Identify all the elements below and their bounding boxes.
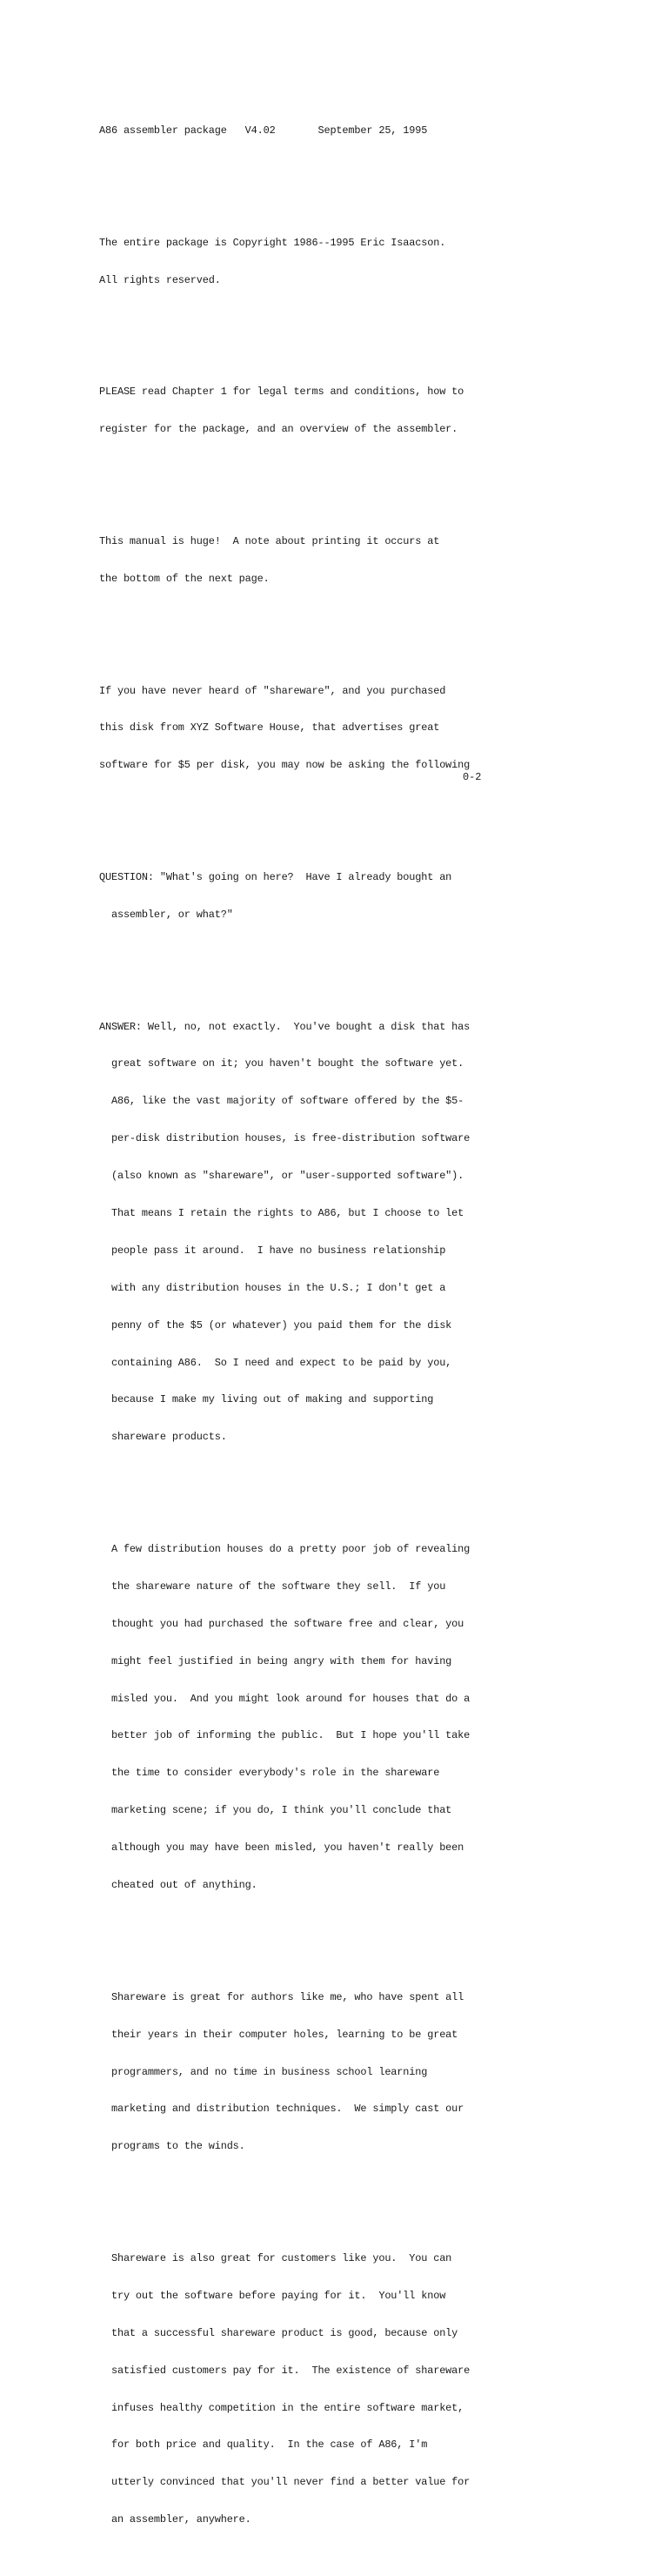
answer-line: That means I retain the rights to A86, but I choose to let	[99, 1207, 464, 1220]
document-body	[99, 75, 499, 2576]
authors-paragraph	[99, 1966, 499, 2177]
answer-line: (also known as "shareware", or "user-supported software").	[99, 1170, 464, 1183]
answer-line: per-disk distribution houses, is free-distribution software	[99, 1132, 471, 1145]
manual-note-paragraph	[99, 510, 499, 609]
authors-line: marketing and distribution techniques. We simply cast our	[99, 2103, 464, 2116]
distribution-houses-line: thought you had purchased the software free and clear, you	[99, 1617, 464, 1630]
please-read-line: register for the package, and an overview of the assembler.	[99, 423, 458, 436]
answer-line: containing A86. So I need and expect to be paid by you,	[99, 1356, 452, 1369]
answer-line: ANSWER: Well, no, not exactly. You've bought a disk that has	[99, 1020, 471, 1033]
answer-line: because I make my living out of making and supporting	[99, 1393, 434, 1406]
header-line: A86 assembler package V4.02 September 25, 1995	[99, 124, 428, 138]
distribution-houses-line: although you may have been misled, you haven't really been	[99, 1841, 464, 1855]
customers-line: Shareware is also great for customers like you. You can	[99, 2251, 452, 2264]
customers-line: infuses healthy competition in the entire software market,	[99, 2401, 464, 2414]
question-paragraph	[99, 846, 499, 945]
distribution-houses-line: might feel justified in being angry with them for having	[99, 1654, 452, 1667]
copyright-line: All rights reserved.	[99, 273, 221, 286]
please-read-paragraph	[99, 361, 499, 460]
answer-paragraph	[99, 996, 499, 1468]
answer-line: great software on it; you haven't bought the software yet.	[99, 1057, 464, 1070]
customers-line: satisfied customers pay for it. The existence of shareware	[99, 2364, 471, 2377]
copyright-line: The entire package is Copyright 1986--1995 Eric Isaacson.	[99, 236, 446, 249]
please-read-line: PLEASE read Chapter 1 for legal terms and conditions, how to	[99, 386, 464, 399]
question-line: assembler, or what?"	[99, 908, 233, 921]
customers-line: try out the software before paying for it. You'll know	[99, 2289, 446, 2302]
shareware-intro-line: If you have never heard of "shareware", and you purchased	[99, 684, 446, 697]
shareware-intro-paragraph	[99, 660, 499, 796]
header-paragraph	[99, 100, 499, 162]
copyright-paragraph	[99, 211, 499, 311]
distribution-houses-line: A few distribution houses do a pretty poor job of revealing	[99, 1543, 471, 1556]
answer-line: A86, like the vast majority of software offered by the $5-	[99, 1095, 464, 1108]
shareware-intro-line: this disk from XYZ Software House, that advertises great	[99, 721, 440, 735]
page-number: 0-2	[463, 771, 482, 783]
answer-line: people pass it around. I have no business relationship	[99, 1244, 446, 1257]
distribution-houses-line: the shareware nature of the software they sell. If you	[99, 1580, 446, 1593]
customers-line: utterly convinced that you'll never find a better value for	[99, 2476, 471, 2489]
distribution-houses-line: marketing scene; if you do, I think you'll conclude that	[99, 1804, 452, 1817]
customers-line: that a successful shareware product is good, because only	[99, 2326, 458, 2339]
distribution-houses-paragraph	[99, 1518, 499, 1916]
customers-paragraph	[99, 2227, 499, 2551]
authors-line: Shareware is great for authors like me, who have spent all	[99, 1990, 464, 2003]
answer-line: with any distribution houses in the U.S.; I don't get a	[99, 1281, 446, 1294]
customers-line: an assembler, anywhere.	[99, 2513, 251, 2526]
customers-line: for both price and quality. In the case of A86, I'm	[99, 2438, 428, 2452]
shareware-intro-line: software for $5 per disk, you may now be asking the following	[99, 759, 471, 772]
authors-line: their years in their computer holes, learning to be great	[99, 2028, 458, 2041]
manual-note-line: the bottom of the next page.	[99, 572, 270, 585]
manual-note-line: This manual is huge! A note about printing it occurs at	[99, 534, 440, 547]
distribution-houses-line: better job of informing the public. But I hope you'll take	[99, 1729, 471, 1742]
distribution-houses-line: misled you. And you might look around for houses that do a	[99, 1692, 471, 1705]
answer-line: penny of the $5 (or whatever) you paid them for the disk	[99, 1318, 452, 1332]
answer-line: shareware products.	[99, 1431, 227, 1444]
question-line: QUESTION: "What's going on here? Have I already bought an	[99, 871, 452, 883]
distribution-houses-line: cheated out of anything.	[99, 1879, 257, 1892]
authors-line: programmers, and no time in business school learning	[99, 2065, 428, 2078]
distribution-houses-line: the time to consider everybody's role in the shareware	[99, 1767, 440, 1780]
authors-line: programs to the winds.	[99, 2140, 245, 2153]
